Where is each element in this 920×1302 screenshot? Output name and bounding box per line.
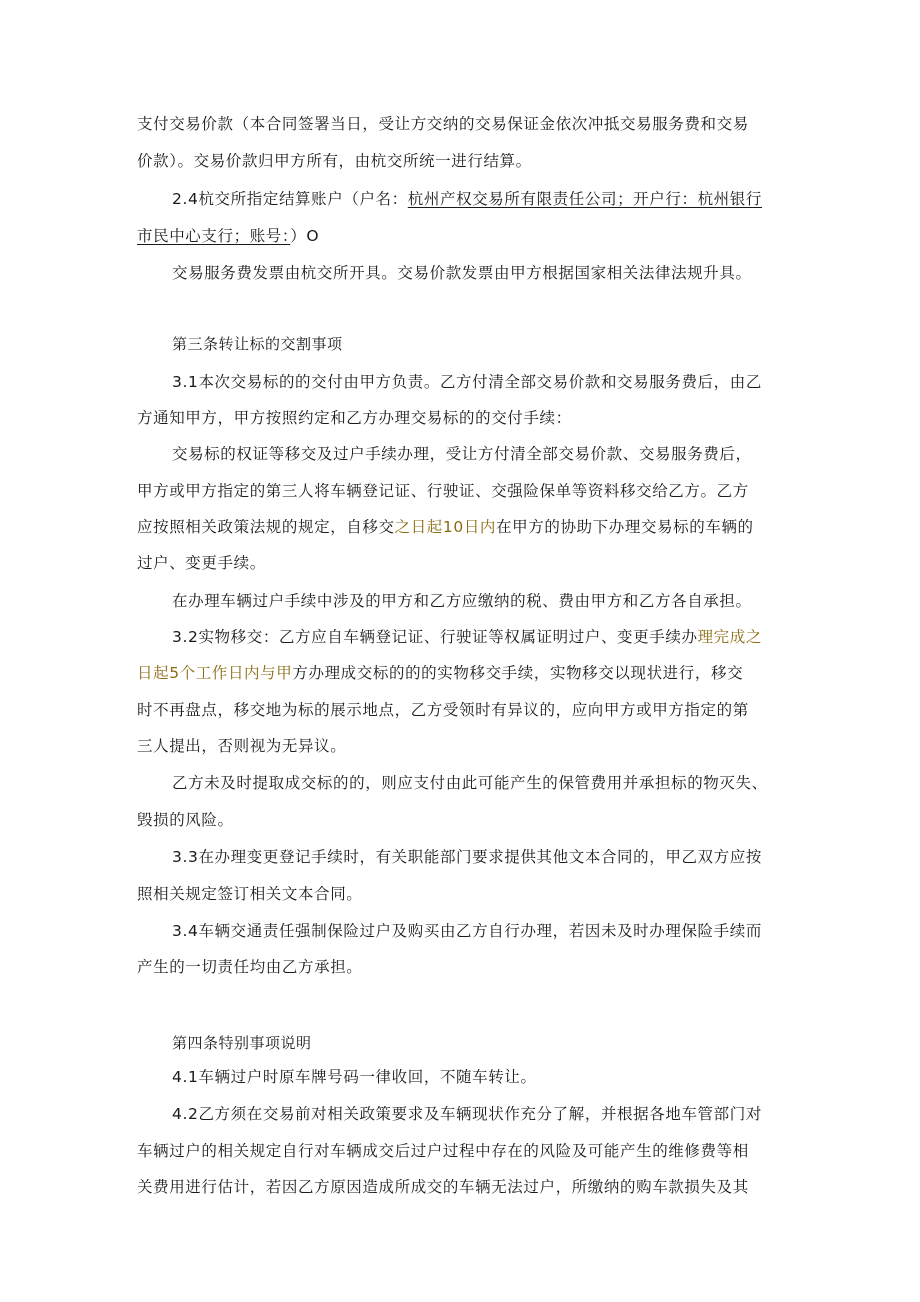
section-heading: 第四条特别事项说明	[172, 1034, 312, 1052]
paragraph-line: 在办理车辆过户手续中涉及的甲方和乙方应缴纳的税、费由甲方和乙方各自承担。	[172, 592, 752, 610]
paragraph-line: 车辆过户的相关规定自行对车辆成交后过户过程中存在的风险及可能产生的维修费等相	[137, 1142, 749, 1160]
paragraph-line: 时不再盘点，移交地为标的展示地点，乙方受领时有异议的，应向甲方或甲方指定的第	[137, 701, 749, 719]
paragraph-line	[172, 626, 762, 648]
highlighted-deadline: 之日起10日内	[394, 518, 497, 536]
account-number-underlined: 市民中心支行；账号：	[137, 227, 291, 245]
paragraph-line: 3.1本次交易标的的交付由甲方负责。乙方付清全部交易价款和交易服务费后，由乙	[172, 373, 762, 391]
paragraph-line: 方通知甲方，甲方按照约定和乙方办理交易标的的交付手续：	[137, 409, 572, 427]
paragraph-line: 三人提出，否则视为无异议。	[137, 737, 347, 755]
settlement-account-line	[137, 225, 319, 247]
paragraph-line	[137, 662, 743, 684]
paragraph-line: 产生的一切责任均由乙方承担。	[137, 958, 363, 976]
highlighted-deadline: 日起5个工作日内与甲	[137, 664, 293, 682]
paragraph-text: 3.2实物移交：乙方应自车辆登记证、行驶证等权属证明过户、变更手续办	[172, 628, 698, 646]
settlement-account-line	[172, 188, 762, 210]
paragraph-text: 方办理成交标的的的实物移交手续，实物移交以现状进行，移交	[292, 664, 744, 682]
paragraph-line: 过户、变更手续。	[137, 554, 266, 572]
highlighted-text: 理完成之	[697, 628, 762, 646]
paragraph-line: 4.2乙方须在交易前对相关政策要求及车辆现状作充分了解，并根据各地车管部门对	[172, 1105, 762, 1123]
paragraph-line: 毁损的风险。	[137, 811, 234, 829]
paragraph-line: 交易服务费发票由杭交所开具。交易价款发票由甲方根据国家相关法律法规升具。	[172, 264, 752, 282]
section-heading: 第三条转让标的交割事项	[172, 335, 343, 353]
paragraph-line: 关费用进行估计，若因乙方原因造成所成交的车辆无法过户，所缴纳的购车款损失及其	[137, 1178, 749, 1196]
paragraph-text: ）O	[290, 227, 320, 245]
paragraph-text: 2.4杭交所指定结算账户（户名：	[172, 190, 408, 208]
paragraph-line: 3.3在办理变更登记手续时，有关职能部门要求提供其他文本合同的，甲乙双方应按	[172, 848, 762, 866]
paragraph-line: 甲方或甲方指定的第三人将车辆登记证、行驶证、交强险保单等资料移交给乙方。乙方	[137, 482, 749, 500]
paragraph-line: 支付交易价款（本合同签署当日，受让方交纳的交易保证金依次冲抵交易服务费和交易	[137, 115, 749, 133]
account-name-underlined: 杭州产权交易所有限责任公司；开户行：杭州银行	[407, 190, 762, 208]
paragraph-line	[137, 516, 754, 538]
paragraph-line: 乙方未及时提取成交标的的，则应支付由此可能产生的保管费用并承担标的物灭失、	[172, 774, 768, 792]
paragraph-line: 照相关规定签订相关文本合同。	[137, 885, 363, 903]
paragraph-text: 在甲方的协助下办理交易标的车辆的	[496, 518, 754, 536]
paragraph-line: 交易标的权证等移交及过户手续办理，受让方付清全部交易价款、交易服务费后，	[172, 445, 752, 463]
paragraph-line: 价款）。交易价款归甲方所有，由杭交所统一进行结算。	[137, 152, 532, 170]
paragraph-line: 3.4车辆交通责任强制保险过户及购买由乙方自行办理，若因未及时办理保险手续而	[172, 922, 762, 940]
paragraph-text: 应按照相关政策法规的规定，自移交	[137, 518, 395, 536]
paragraph-line: 4.1车辆过户时原车牌号码一律收回，不随车转让。	[172, 1068, 537, 1086]
